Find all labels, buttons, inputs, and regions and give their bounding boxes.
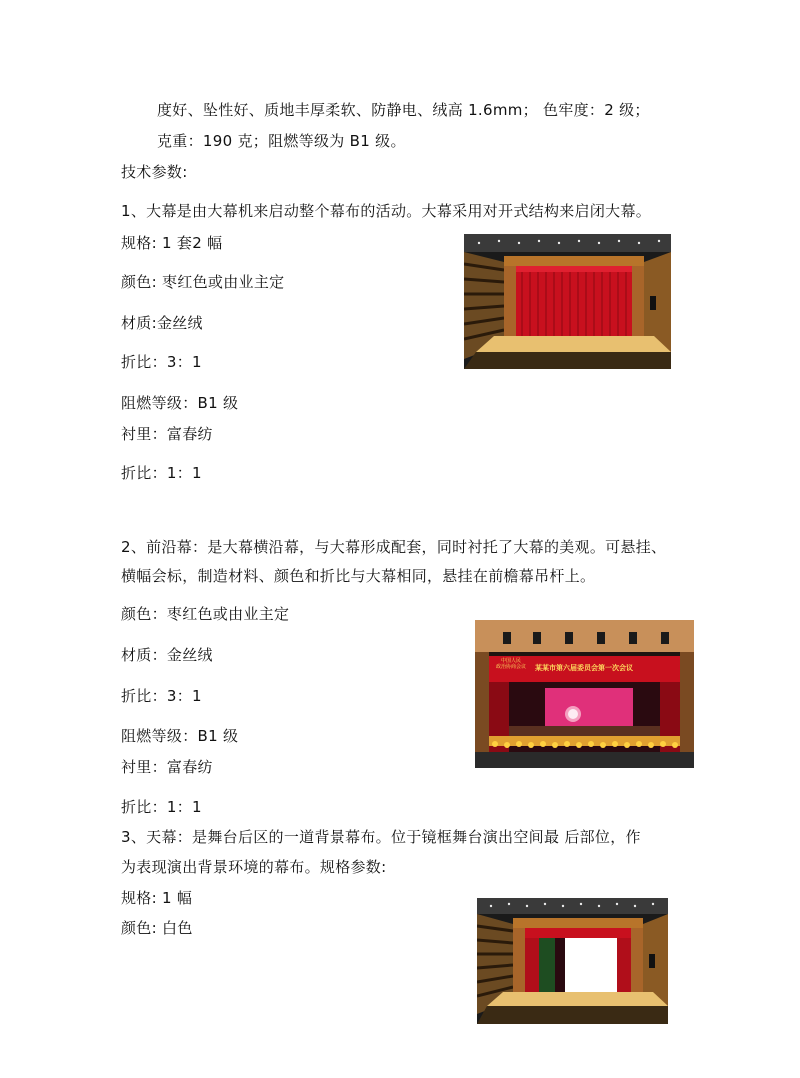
section1-lining: 衬里：富春纺 bbox=[121, 425, 213, 443]
section2-color: 颜色：枣红色或由业主定 bbox=[121, 605, 290, 623]
stage-conference-banner-image bbox=[475, 620, 694, 768]
section2-fold-ratio: 折比：3：1 bbox=[121, 687, 202, 705]
section2-lining: 衬里：富春纺 bbox=[121, 758, 213, 776]
intro-line-1: 度好、坠性好、质地丰厚柔软、防静电、绒高 1.6mm； 色牢度：2 级； bbox=[157, 101, 650, 119]
section1-heading: 1、大幕是由大幕机来启动整个幕布的活动。大幕采用对开式结构来启闭大幕。 bbox=[121, 202, 652, 220]
section2-heading-line-1: 2、前沿幕：是大幕横沿幕，与大幕形成配套，同时衬托了大幕的美观。可悬挂、 bbox=[121, 538, 667, 556]
tech-heading: 技术参数: bbox=[121, 163, 188, 181]
section2-heading-line-2: 横幅会标，制造材料、颜色和折比与大幕相同，悬挂在前檐幕吊杆上。 bbox=[121, 567, 596, 585]
section3-heading-line-1: 3、天幕：是舞台后区的一道背景幕布。位于镜框舞台演出空间最 后部位，作 bbox=[121, 828, 641, 846]
section3-spec: 规格: 1 幅 bbox=[121, 889, 193, 907]
section1-color: 颜色: 枣红色或由业主定 bbox=[121, 273, 285, 291]
banner-left-text: 中国人民 政治协商会议 bbox=[495, 658, 526, 670]
section1-material: 材质:金丝绒 bbox=[121, 314, 203, 332]
banner-text: 某某市第六届委员会第一次会议 bbox=[535, 664, 633, 672]
section2-material: 材质：金丝绒 bbox=[121, 646, 213, 664]
section1-spec: 规格: 1 套2 幅 bbox=[121, 234, 223, 252]
stage-main-curtain-image bbox=[464, 234, 671, 369]
section3-color: 颜色: 白色 bbox=[121, 919, 193, 937]
section2-fire-rating: 阻燃等级：B1 级 bbox=[121, 727, 239, 745]
section2-lining-fold: 折比：1：1 bbox=[121, 798, 202, 816]
section1-fire-rating: 阻燃等级：B1 级 bbox=[121, 394, 239, 412]
section1-lining-fold: 折比：1：1 bbox=[121, 464, 202, 482]
stage-sky-backdrop-image bbox=[477, 898, 668, 1024]
section3-heading-line-2: 为表现演出背景环境的幕布。规格参数: bbox=[121, 858, 387, 876]
section1-fold-ratio: 折比：3：1 bbox=[121, 353, 202, 371]
intro-line-2: 克重：190 克；阻燃等级为 B1 级。 bbox=[157, 132, 406, 150]
